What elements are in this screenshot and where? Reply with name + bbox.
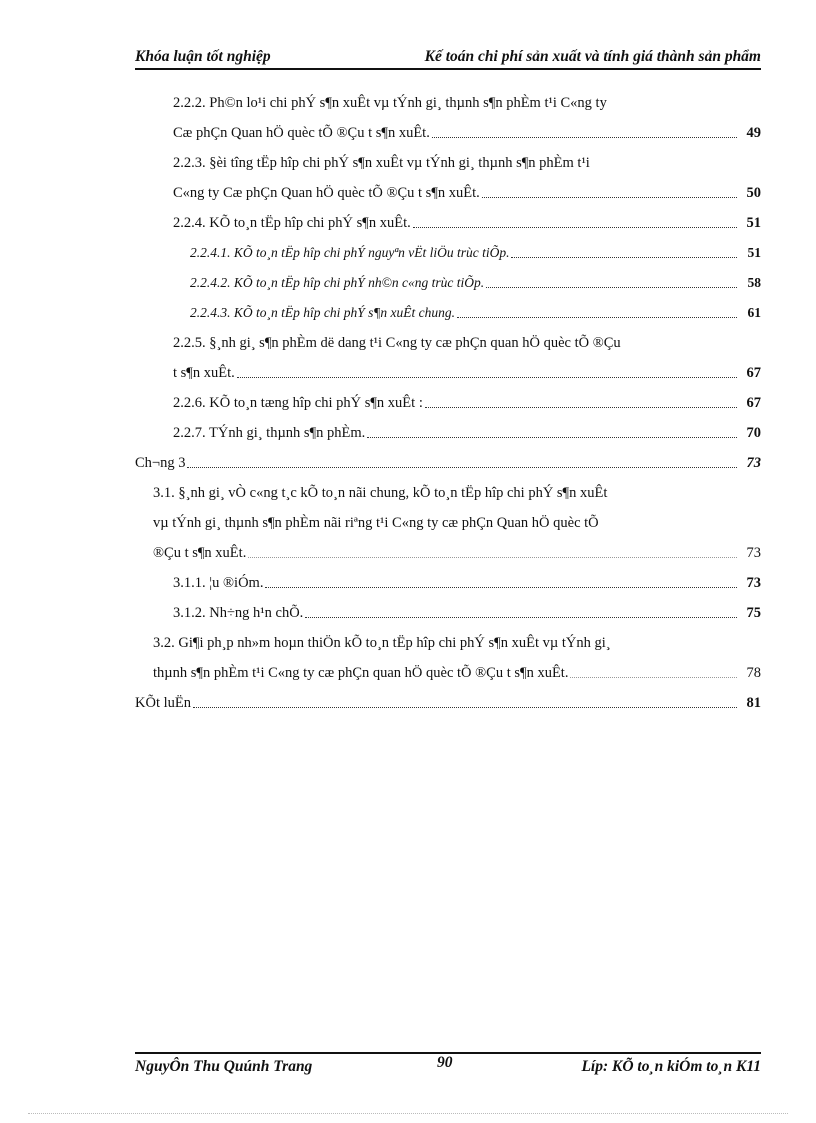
toc-page-number: 51 [747, 245, 761, 260]
toc-entry[interactable] [135, 510, 761, 532]
toc-entry[interactable] [135, 660, 761, 682]
toc-entry-text: 2.2.4.2. KÕ to¸n tËp hîp chi phÝ nh©n c«ng trùc tiÕp. [190, 275, 485, 290]
toc-page-number: 81 [746, 695, 761, 711]
toc-entry[interactable] [135, 480, 761, 502]
page-header [135, 46, 761, 70]
toc-entry[interactable] [135, 570, 761, 592]
toc-page-number: 73 [746, 545, 761, 561]
toc-page-number: 73 [746, 455, 761, 471]
toc-entry[interactable] [135, 90, 761, 112]
footer-author: NguyÔn Thu Quúnh Trang [135, 1058, 313, 1075]
toc-entry-text: 3.1.1. ¦u ®iÓm. [173, 575, 264, 591]
dot-leader [187, 453, 737, 468]
toc-entry-text: vµ tÝnh gi¸ thµnh s¶n phÈm nãi riªng t¹i C«ng ty cæ phÇn Quan hÖ quèc tÕ [153, 515, 599, 531]
dot-leader [457, 303, 737, 318]
page-footer [135, 1052, 761, 1080]
toc-entry-text: 2.2.4. KÕ to¸n tËp hîp chi phÝ s¶n xuÊt. [173, 215, 411, 231]
toc-entry[interactable] [135, 360, 761, 382]
toc-entry[interactable] [135, 150, 761, 172]
toc-entry-text: 2.2.4.1. KÕ to¸n tËp hîp chi phÝ nguyªn vËt liÖu trùc tiÕp. [190, 245, 510, 260]
toc-entry-text: 2.2.2. Ph©n lo¹i chi phÝ s¶n xuÊt vµ tÝnh gi¸ thµnh s¶n phÈm t¹i C«ng ty [173, 95, 607, 111]
toc-page-number: 73 [746, 575, 761, 591]
toc-entry-text: KÕt luËn [135, 695, 191, 711]
header-thesis-title: Kế toán chi phí sản xuất và tính giá thành sản phẩm [424, 48, 761, 65]
toc-page-number: 61 [747, 305, 761, 320]
dot-leader [413, 213, 737, 228]
toc-entry-text: 3.1. §¸nh gi¸ vÒ c«ng t¸c kÕ to¸n nãi chung, kÕ to¸n tËp hîp chi phÝ s¶n xuÊt [153, 485, 608, 501]
toc-entry[interactable] [135, 690, 761, 712]
toc-page-number: 58 [747, 275, 761, 290]
toc-entry-text: t s¶n xuÊt. [173, 365, 235, 381]
toc-chapter-entry[interactable] [135, 450, 761, 472]
dot-leader [237, 363, 737, 378]
toc-entry-text: C«ng ty Cæ phÇn Quan hÖ quèc tÕ ®Çu t s¶n xuÊt. [173, 185, 480, 201]
toc-entry-text: 2.2.4.3. KÕ to¸n tËp hîp chi phÝ s¶n xuÊt chung. [190, 305, 456, 320]
dot-leader [305, 603, 737, 618]
toc-page-number: 49 [746, 125, 761, 141]
toc-entry[interactable] [135, 540, 761, 562]
toc-entry[interactable] [135, 600, 761, 622]
toc-entry-text: 2.2.6. KÕ to¸n tæng hîp chi phÝ s¶n xuÊt : [173, 395, 423, 411]
toc-page-number: 67 [746, 395, 761, 411]
toc-entry-text: ®Çu t s¶n xuÊt. [153, 545, 247, 561]
toc-entry[interactable] [135, 270, 761, 292]
toc-entry[interactable] [135, 300, 761, 322]
dot-leader [486, 273, 737, 288]
toc-entry-text: 2.2.3. §èi tîng tËp hîp chi phÝ s¶n xuÊt vµ tÝnh gi¸ thµnh s¶n phÈm t¹i [173, 155, 590, 171]
dot-leader [248, 543, 737, 558]
toc-entry-text: 2.2.5. §¸nh gi¸ s¶n phÈm dë dang t¹i C«ng ty cæ phÇn quan hÖ quèc tÕ ®Çu [173, 335, 621, 351]
footer-class: Líp: KÕ to¸n kiÓm to¸n K11 [581, 1058, 761, 1075]
toc-entry[interactable] [135, 330, 761, 352]
toc-entry-text: thµnh s¶n phÈm t¹i C«ng ty cæ phÇn quan hÖ quèc tÕ ®Çu t s¶n xuÊt. [153, 665, 569, 681]
toc-entry-text: Cæ phÇn Quan hÖ quèc tÕ ®Çu t s¶n xuÊt. [173, 125, 430, 141]
toc-entry[interactable] [135, 630, 761, 652]
toc-page-number: 70 [746, 425, 761, 441]
toc-page-number: 50 [746, 185, 761, 201]
toc-entry[interactable] [135, 210, 761, 232]
page-bottom-divider [28, 1113, 788, 1114]
dot-leader [193, 693, 737, 708]
toc-entry[interactable] [135, 390, 761, 412]
toc-entry-text: Ch¬ng 3 [135, 455, 186, 471]
toc-entry-text: 3.1.2. Nh÷ng h¹n chÕ. [173, 605, 304, 621]
dot-leader [570, 663, 737, 678]
toc-page-number: 51 [746, 215, 761, 231]
dot-leader [425, 393, 737, 408]
toc-entry[interactable] [135, 180, 761, 202]
toc-entry[interactable] [135, 420, 761, 442]
toc-entry[interactable] [135, 120, 761, 142]
footer-page-number: 90 [437, 1054, 453, 1071]
toc-entry[interactable] [135, 240, 761, 262]
dot-leader [367, 423, 737, 438]
toc-page-number: 67 [746, 365, 761, 381]
header-thesis-type: Khóa luận tốt nghiệp [135, 48, 271, 65]
dot-leader [482, 183, 737, 198]
toc-page-number: 75 [746, 605, 761, 621]
toc-page-number: 78 [746, 665, 761, 681]
toc-entry-text: 2.2.7. TÝnh gi¸ thµnh s¶n phÈm. [173, 425, 366, 441]
toc-entry-text: 3.2. Gi¶i ph¸p nh»m hoµn thiÖn kÕ to¸n tËp hîp chi phÝ s¶n xuÊt vµ tÝnh gi¸ [153, 635, 611, 651]
dot-leader [511, 243, 737, 258]
dot-leader [432, 123, 737, 138]
dot-leader [265, 573, 737, 588]
